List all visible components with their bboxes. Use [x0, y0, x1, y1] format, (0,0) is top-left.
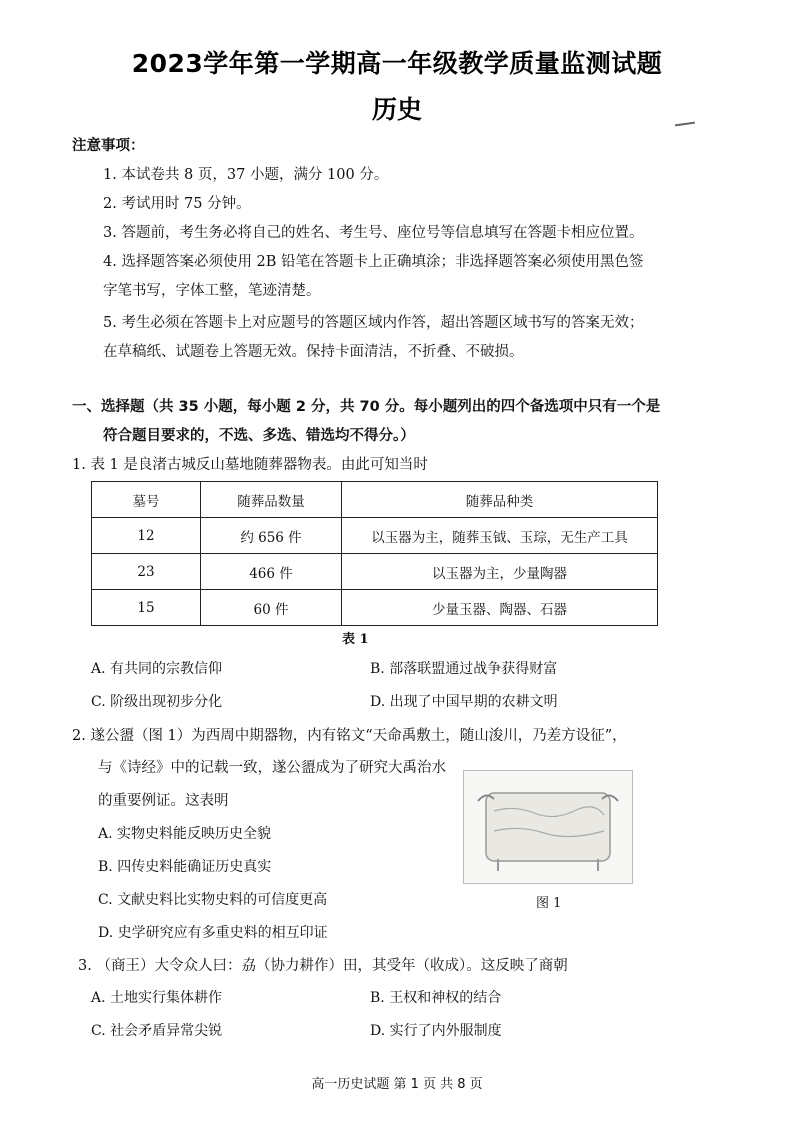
- q2-option-a: A. 实物史料能反映历史全貌: [98, 826, 272, 842]
- figure-caption: 图 1: [536, 896, 562, 911]
- exam-title: 2023学年第一学期高一年级教学质量监测试题: [131, 49, 663, 78]
- q2-option-b: B. 四传史料能确证历史真实: [98, 859, 272, 875]
- table-cell: 以玉器为主，少量陶器: [342, 554, 658, 590]
- section-heading-cont: 符合题目要求的，不选、多选、错选均不得分。）: [103, 428, 415, 444]
- table-cell: 466 件: [201, 554, 342, 590]
- notice-item-5-cont: 在草稿纸、试题卷上答题无效。保持卡面清洁，不折叠、不破损。: [103, 344, 524, 360]
- q2-option-c: C. 文献史料比实物史料的可信度更高: [98, 892, 328, 908]
- table-caption: 表 1: [342, 632, 369, 647]
- table-cell: 60 件: [201, 590, 342, 626]
- notice-heading: 注意事项：: [72, 138, 145, 154]
- figure-1-image: [463, 770, 633, 884]
- q1-option-d: D. 出现了中国早期的农耕文明: [370, 694, 558, 710]
- notice-item-5: 5. 考生必须在答题卡上对应题号的答题区域内作答，超出答题区域书写的答案无效；: [103, 315, 644, 331]
- bronze-vessel-icon: [464, 771, 632, 883]
- q3-option-d: D. 实行了内外服制度: [370, 1023, 502, 1039]
- q3-option-b: B. 王权和神权的结合: [370, 990, 502, 1006]
- page-footer: 高一历史试题 第 1 页 共 8 页: [311, 1077, 483, 1092]
- q2-option-d: D. 史学研究应有多重史料的相互印证: [98, 925, 328, 941]
- q3-stem: 3. （商王）大令众人曰：劦（协力耕作）田，其受年（收成）。这反映了商朝: [78, 958, 568, 974]
- table-cell: 少量玉器、陶器、石器: [342, 590, 658, 626]
- q2-stem-line1: 2. 遂公盨（图 1）为西周中期器物，内有铭文“天命禹敷土，随山浚川，乃差方设征”，: [72, 728, 627, 744]
- table-cell: 约 656 件: [201, 518, 342, 554]
- table-cell: 23: [92, 554, 201, 590]
- notice-item-4: 4. 选择题答案必须使用 2B 铅笔在答题卡上正确填涂；非选择题答案必须使用黑色签: [103, 254, 644, 270]
- table-header: 墓号: [92, 482, 201, 518]
- burial-table: [91, 481, 658, 626]
- table-header: 随葬品种类: [342, 482, 658, 518]
- table-cell: 15: [92, 590, 201, 626]
- table-cell: 以玉器为主，随葬玉钺、玉琮，无生产工具: [342, 518, 658, 554]
- q1-stem: 1. 表 1 是良渚古城反山墓地随葬器物表。由此可知当时: [72, 457, 428, 473]
- q1-option-c: C. 阶级出现初步分化: [91, 694, 223, 710]
- q1-option-a: A. 有共同的宗教信仰: [91, 661, 223, 677]
- section-heading: 一、选择题（共 35 小题，每小题 2 分，共 70 分。每小题列出的四个备选项中只有一个是: [72, 399, 661, 415]
- q1-option-b: B. 部落联盟通过战争获得财富: [370, 661, 558, 677]
- table-row: [92, 554, 658, 590]
- table-header: 随葬品数量: [201, 482, 342, 518]
- table-cell: 12: [92, 518, 201, 554]
- notice-item-1: 1. 本试卷共 8 页，37 小题，满分 100 分。: [103, 167, 389, 183]
- q2-stem-line2: 与《诗经》中的记载一致，遂公盨成为了研究大禹治水: [98, 760, 446, 776]
- q2-stem-line3: 的重要例证。这表明: [98, 793, 229, 809]
- q3-option-c: C. 社会矛盾异常尖锐: [91, 1023, 223, 1039]
- table-header-row: [92, 482, 658, 518]
- notice-item-3: 3. 答题前，考生务必将自己的姓名、考生号、座位号等信息填写在答题卡相应位置。: [103, 225, 644, 241]
- q3-option-a: A. 土地实行集体耕作: [91, 990, 223, 1006]
- notice-item-2: 2. 考试用时 75 分钟。: [103, 196, 251, 212]
- table-row: [92, 518, 658, 554]
- table-row: [92, 590, 658, 626]
- subject-title: 历史: [371, 95, 422, 124]
- notice-item-4-cont: 字笔书写，字体工整，笔迹清楚。: [103, 283, 321, 299]
